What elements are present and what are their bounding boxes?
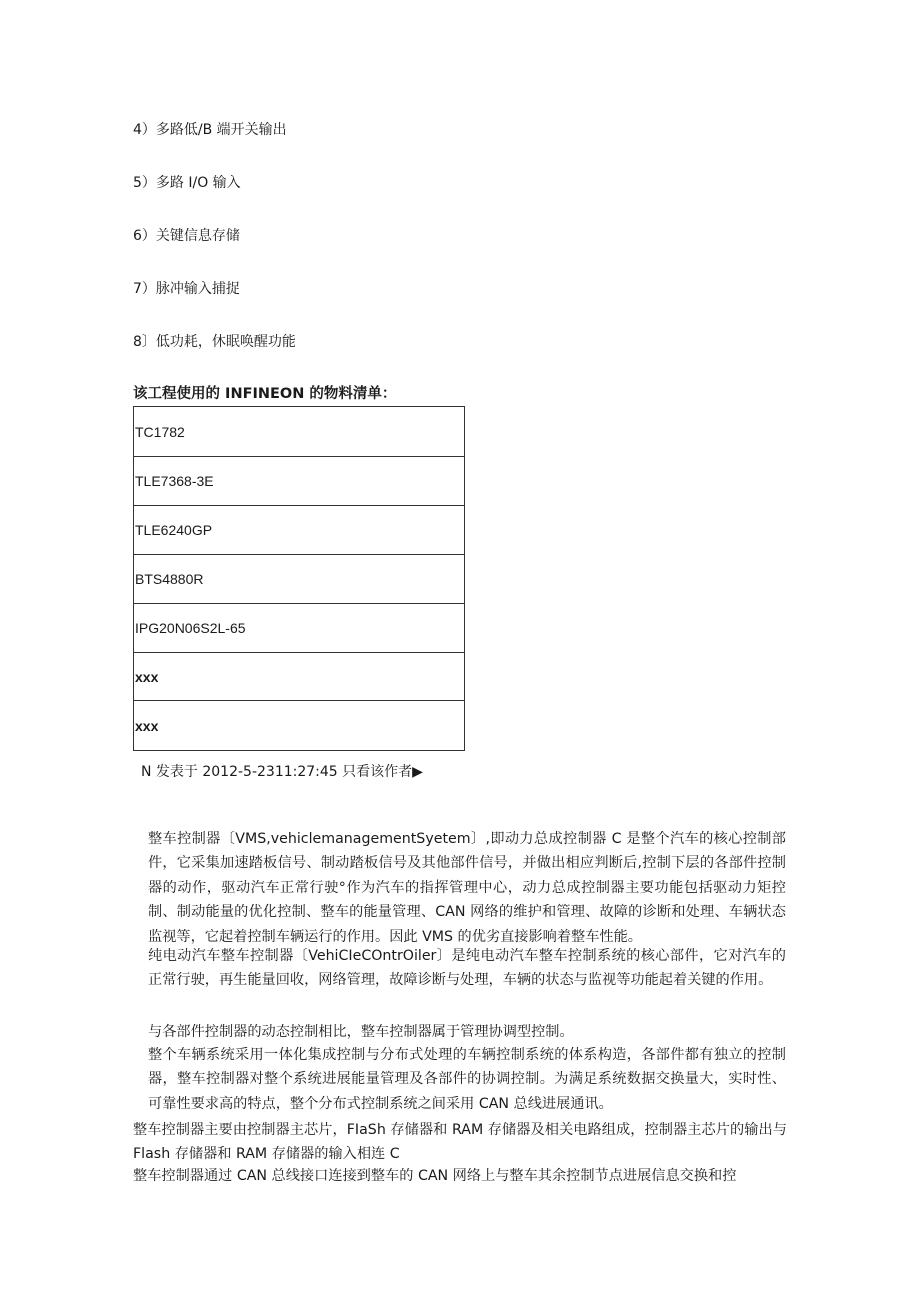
table-row — [134, 701, 465, 751]
bom-item: xxx — [134, 701, 465, 751]
bom-item: IPG20N06S2L-65 — [134, 604, 465, 653]
table-row — [134, 555, 465, 604]
feature-item-6: 6）关键信息存储 — [133, 228, 240, 244]
paragraph-vcu-core: 纯电动汽车整车控制器〔VehiCIeCOntrOiler〕是纯电动汽车整车控制系统的核心部件，它对汽车的正常行驶，再生能量回收，网络管理，故障诊断与处理，车辆的状态与监视等功能起着关键的作用。 — [148, 948, 786, 989]
feature-item-7: 7）脉冲输入捕捉 — [133, 281, 240, 297]
bom-item: BTS4880R — [134, 555, 465, 604]
paragraph-hardware: 整车控制器主要由控制器主芯片，FIaSh 存储器和 RAM 存储器及相关电路组成，控制器主芯片的输出与 Flash 存储器和 RAM 存储器的输入相连 C — [133, 1122, 787, 1163]
feature-item-5: 5）多路 I/O 输入 — [133, 175, 241, 191]
paragraph-system-architecture: 整个车辆系统采用一体化集成控制与分布式处理的车辆控制系统的体系构造，各部件都有独立的控制器，整车控制器对整个系统进展能量管理及各部件的协调控制。为满足系统数据交换量大，实时性、可靠性要求高的特点，整个分布式控制系统之间采用 CAN 总线进展通讯。 — [148, 1047, 786, 1112]
feature-item-8: 8〕低功耗，休眠唤醒功能 — [133, 334, 296, 350]
post-meta: N 发表于 2012-5-2311:27:45 只看该作者▶ — [141, 764, 423, 780]
bom-item: TC1782 — [134, 407, 465, 457]
table-row — [134, 506, 465, 555]
table-row — [134, 604, 465, 653]
table-row — [134, 407, 465, 457]
paragraph-control-type: 与各部件控制器的动态控制相比，整车控制器属于管理协调型控制。 — [148, 1024, 574, 1040]
bom-item: TLE6240GP — [134, 506, 465, 555]
bom-item: TLE7368-3E — [134, 457, 465, 506]
paragraph-vms-intro: 整车控制器〔VMS,vehiclemanagementSyetem〕,即动力总成控制器 C 是整个汽车的核心控制部件，它采集加速踏板信号、制动踏板信号及其他部件信号，并做出相应判断后,控制下层的各部件控制器的动作，驱动汽车正常行驶°作为汽车的指挥管理中心，动力总成控制器主要功能包括驱动力矩控制、制动能量的优化控制、整车的能量管理、CAN 网络的维护和管理、故障的诊断和处理、车辆状态监视等，它起着控制车辆运行的作用。因此 VMS 的优劣直接影响着整车性能。 — [148, 831, 786, 945]
feature-item-4: 4）多路低/B 端开关输出 — [133, 122, 287, 138]
table-row — [134, 457, 465, 506]
bom-table — [133, 406, 465, 751]
bom-item: xxx — [134, 653, 465, 701]
table-row — [134, 653, 465, 701]
bom-title: 该工程使用的 INFINEON 的物料清单： — [133, 386, 397, 402]
paragraph-can-interface: 整车控制器通过 CAN 总线接口连接到整车的 CAN 网络上与整车其余控制节点进展信息交换和控 — [133, 1168, 737, 1184]
